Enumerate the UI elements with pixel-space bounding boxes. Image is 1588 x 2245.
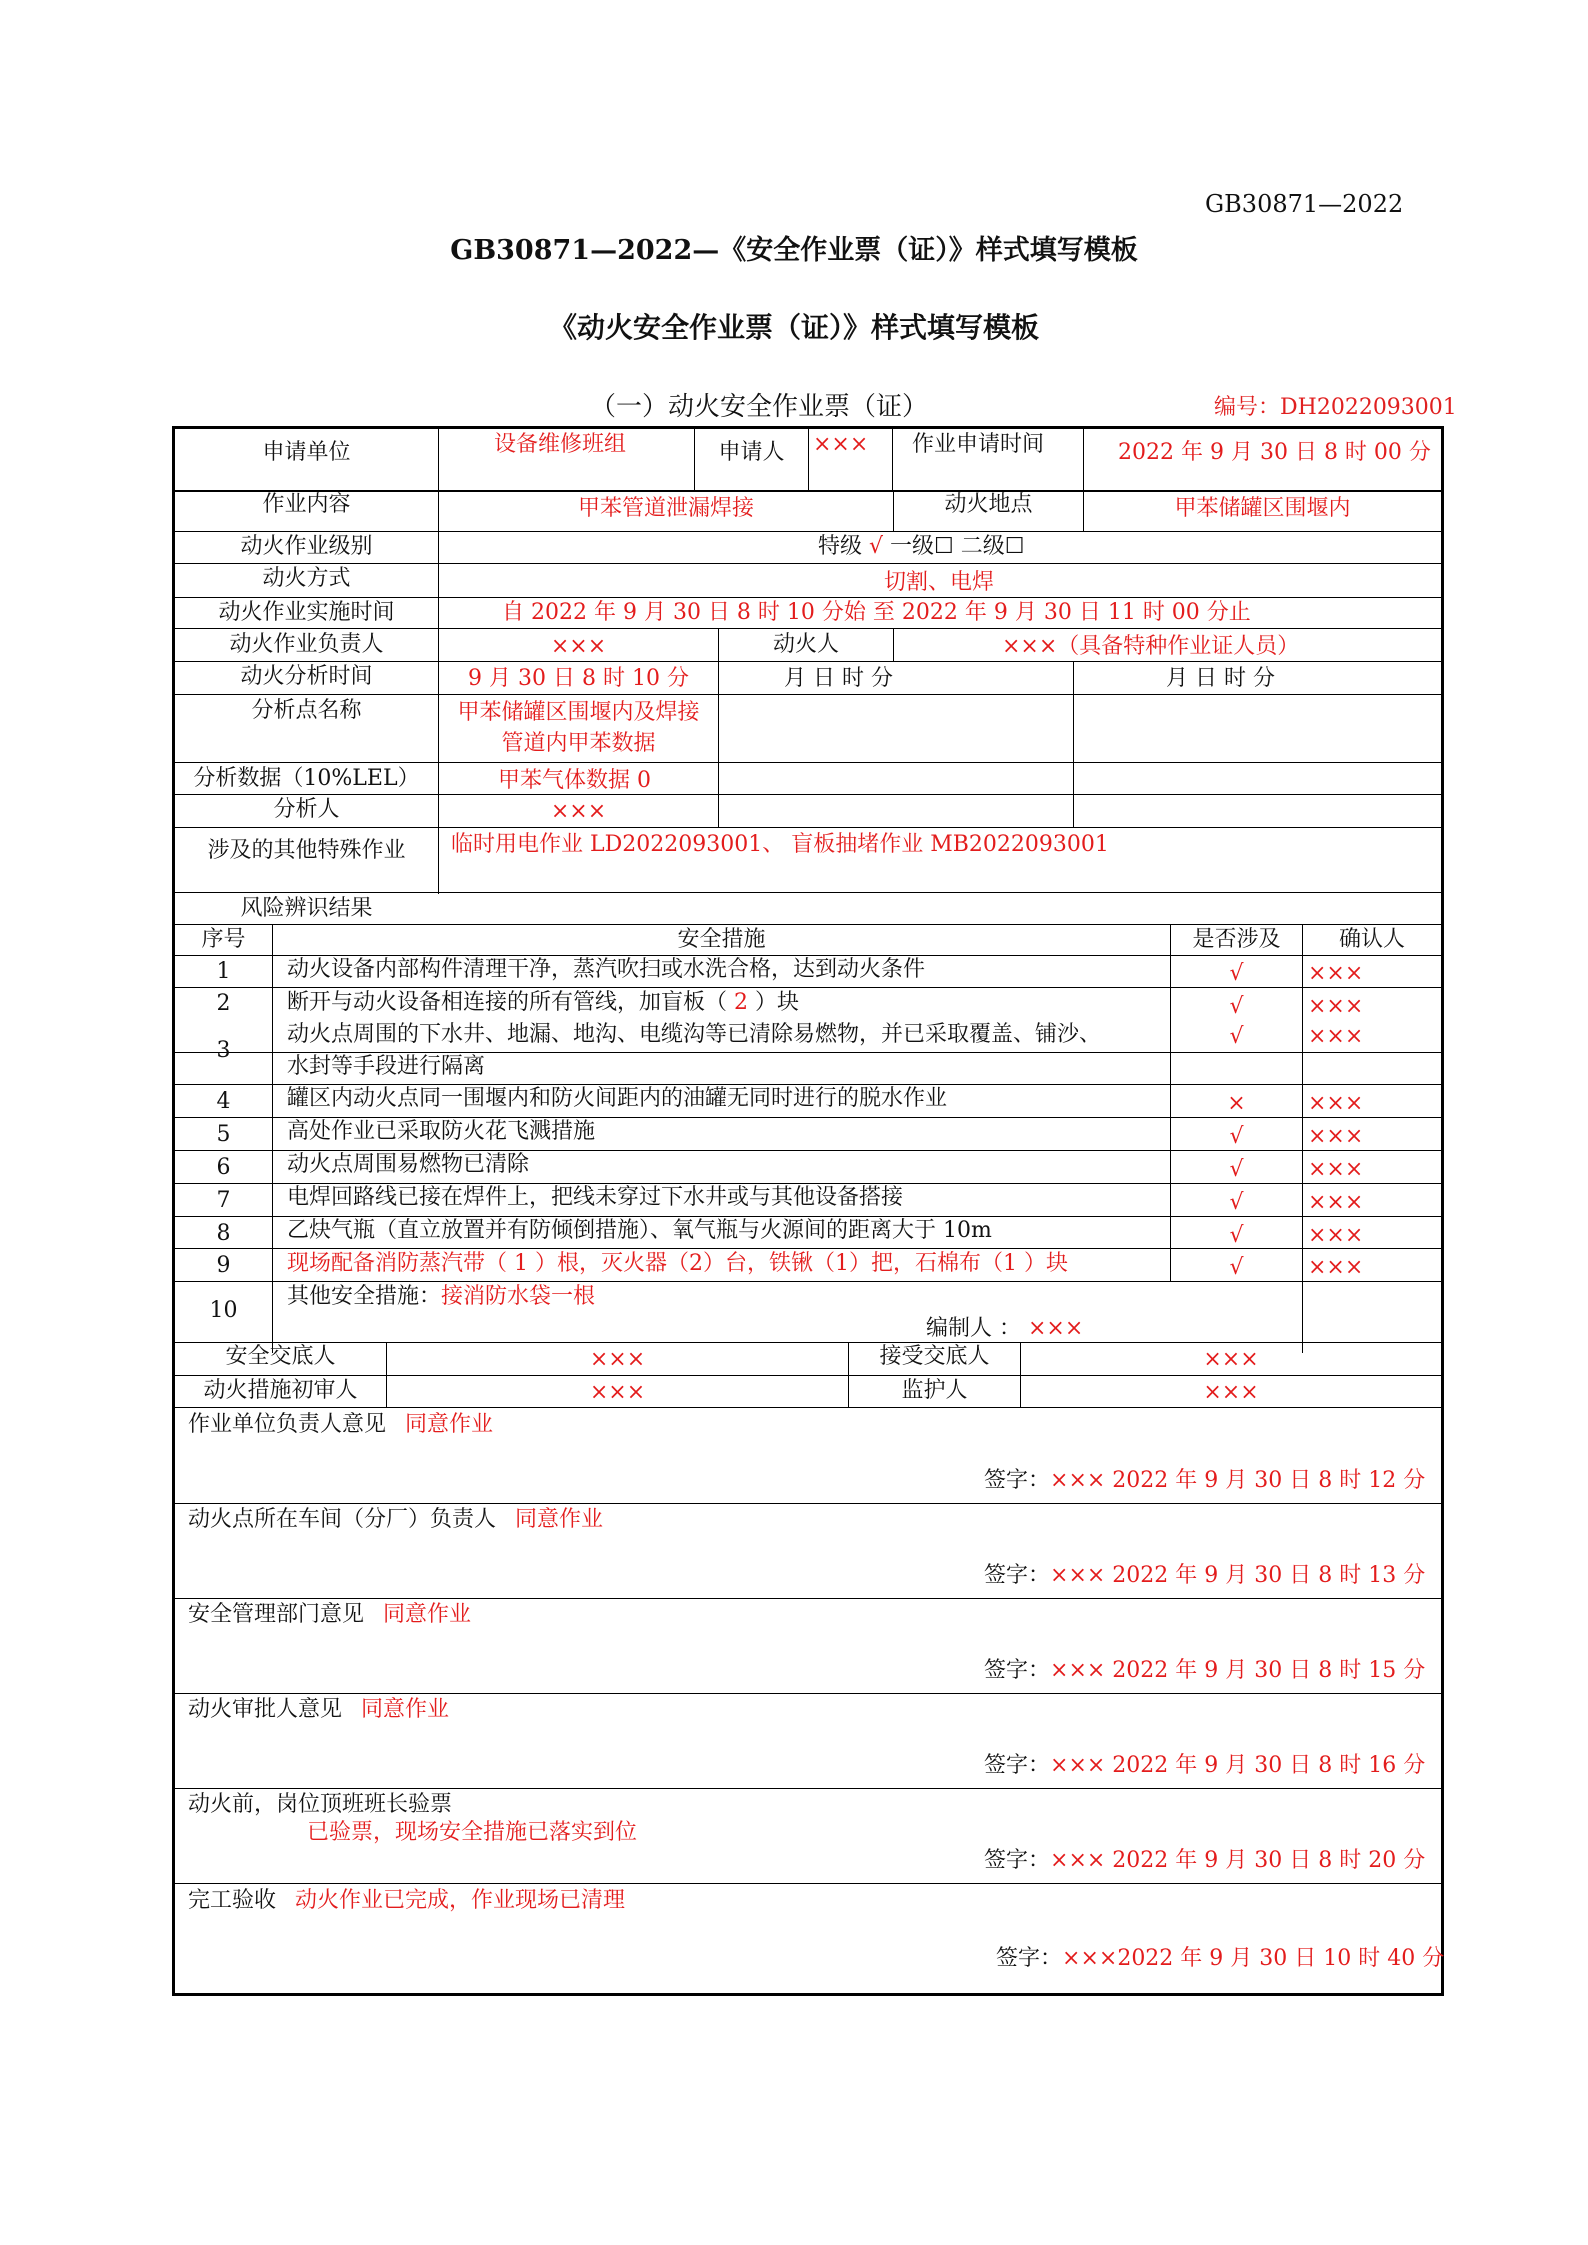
analysis-time-blank: 月 日 时 分 <box>784 666 893 691</box>
measure-text: 水封等手段进行隔离 <box>287 1054 486 1079</box>
analysis-point-value: 管道内甲苯数据 <box>501 731 656 756</box>
measure-text: 动火点周围的下水井、地漏、地沟、电缆沟等已清除易燃物，并已采取覆盖、铺沙、 <box>287 1022 1102 1047</box>
outer-border-bottom <box>172 1993 1444 1996</box>
approval-signature <box>984 1561 1425 1590</box>
measure-no: 2 <box>216 991 231 1016</box>
row-divider <box>172 1598 1444 1599</box>
approval-label: 动火审批人意见 <box>188 1697 343 1722</box>
measure-involved: × <box>1227 1091 1246 1116</box>
measure-text: 乙炔气瓶（直立放置并有防倾倒措施）、氧气瓶与火源间的距离大于 10m <box>287 1218 992 1243</box>
measure-no: 9 <box>216 1253 231 1278</box>
approval-opinion: 动火作业已完成，作业现场已清理 <box>295 1888 626 1913</box>
approval-signature <box>984 1466 1425 1495</box>
measure-text-part: ）块 <box>755 990 800 1015</box>
measure-confirmer: ××× <box>1308 1157 1364 1182</box>
row-divider <box>172 762 1444 763</box>
reviewer-label: 动火措施初审人 <box>203 1378 358 1403</box>
content-label: 作业内容 <box>262 492 351 517</box>
standard-code: GB30871—2022 <box>1205 190 1404 218</box>
compiler-value: ××× <box>1028 1316 1084 1341</box>
col-divider <box>1073 661 1074 827</box>
row-divider <box>172 1407 1444 1408</box>
col-divider <box>893 628 894 662</box>
measure-confirmer: ××× <box>1308 1124 1364 1149</box>
signature-label: 签字： <box>984 1753 1051 1778</box>
measures-col-no: 序号 <box>201 927 246 952</box>
approval-opinion: 同意作业 <box>515 1507 604 1532</box>
applicant-label: 申请人 <box>718 440 785 465</box>
location-label: 动火地点 <box>944 492 1033 517</box>
approval-signature <box>984 1751 1425 1780</box>
approval-signature <box>984 1846 1425 1875</box>
form-subtitle: （一）动火安全作业票（证） <box>590 392 929 422</box>
signature-label: 签字： <box>984 1848 1051 1873</box>
row-divider <box>172 1788 1444 1789</box>
measure-text: 罐区内动火点同一围堰内和防火间距内的油罐无同时进行的脱水作业 <box>287 1086 948 1111</box>
col-divider <box>892 426 893 491</box>
apply-time-value: 2022 年 9 月 30 日 8 时 00 分 <box>1118 440 1431 465</box>
measure-confirmer: ××× <box>1308 1190 1364 1215</box>
method-value: 切割、电焊 <box>884 570 995 595</box>
document-title: GB30871—2022—《安全作业票（证）》样式填写模板 <box>450 235 1138 266</box>
col-divider <box>272 924 273 1353</box>
approval-opinion: 同意作业 <box>383 1602 472 1627</box>
signature-label: 签字： <box>984 1563 1051 1588</box>
serial-number: 编号：DH2022093001 <box>1214 395 1457 420</box>
apply-unit-value: 设备维修班组 <box>494 432 627 457</box>
approval-opinion: 已验票，现场安全措施已落实到位 <box>307 1820 638 1845</box>
apply-unit-label: 申请单位 <box>262 440 351 465</box>
measure-involved: √ <box>1229 1190 1244 1215</box>
signature-value: ××× 2022 年 9 月 30 日 8 时 20 分 <box>1050 1848 1426 1873</box>
level-check-mark: √ <box>869 534 884 559</box>
row-divider <box>172 892 1444 893</box>
signature-label: 签字： <box>996 1946 1063 1971</box>
leader-value: ××× <box>550 634 607 659</box>
approval-opinion: 同意作业 <box>405 1412 494 1437</box>
period-label: 动火作业实施时间 <box>218 600 395 625</box>
approval-label: 完工验收 <box>188 1888 277 1913</box>
measure-involved: √ <box>1229 1024 1244 1049</box>
measure-confirmer: ××× <box>1308 994 1364 1019</box>
analysis-time-blank: 月 日 时 分 <box>1166 666 1275 691</box>
measure-involved: √ <box>1229 1157 1244 1182</box>
reviewer-value: ××× <box>589 1380 646 1405</box>
measure-no: 10 <box>209 1298 238 1323</box>
measure-text <box>287 988 799 1017</box>
analyst-label: 分析人 <box>273 797 340 822</box>
content-value: 甲苯管道泄漏焊接 <box>577 496 754 521</box>
measure-text: 动火点周围易燃物已清除 <box>287 1152 530 1177</box>
measure-involved: √ <box>1229 1124 1244 1149</box>
measure-confirmer: ××× <box>1308 1223 1364 1248</box>
approval-safety-dept <box>188 1600 471 1629</box>
form-title: 《动火安全作业票（证）》样式填写模板 <box>548 311 1039 344</box>
measures-col-confirmer: 确认人 <box>1338 927 1405 952</box>
signature-value: ××× 2022 年 9 月 30 日 8 时 16 分 <box>1050 1753 1426 1778</box>
receiver-value: ××× <box>1203 1347 1259 1372</box>
other-work-label: 涉及的其他特殊作业 <box>207 838 406 863</box>
level-label: 动火作业级别 <box>240 534 373 559</box>
measure-no: 5 <box>216 1122 231 1147</box>
measure-no: 4 <box>216 1089 231 1114</box>
level-options <box>818 532 1025 561</box>
measure-involved: √ <box>1229 1255 1244 1280</box>
signature-value: ××× 2022 年 9 月 30 日 8 时 12 分 <box>1050 1468 1426 1493</box>
worker-label: 动火人 <box>772 632 839 657</box>
col-divider <box>1302 924 1303 1353</box>
col-divider <box>808 426 809 491</box>
other-measures-label: 其他安全措施： <box>287 1284 442 1309</box>
row-divider <box>172 694 1444 695</box>
row-divider <box>172 1503 1444 1504</box>
approval-label: 动火前，岗位顶班班长验票 <box>188 1792 453 1817</box>
analysis-data-label: 分析数据（10%LEL） <box>193 766 420 791</box>
row-divider <box>172 1883 1444 1884</box>
apply-time-label: 作业申请时间 <box>912 432 1045 457</box>
signature-value: ××× 2022 年 9 月 30 日 8 时 13 分 <box>1050 1563 1426 1588</box>
analysis-point-label: 分析点名称 <box>251 698 362 723</box>
measure-no: 7 <box>216 1188 231 1213</box>
other-work-value: 临时用电作业 LD2022093001、 盲板抽堵作业 MB2022093001 <box>451 832 1109 857</box>
measure-involved: √ <box>1229 961 1244 986</box>
measure-involved: √ <box>1229 994 1244 1019</box>
measure-involved: √ <box>1229 1223 1244 1248</box>
measure-text <box>287 1282 595 1311</box>
measure-text: 动火设备内部构件清理干净，蒸汽吹扫或水洗合格，达到动火条件 <box>287 957 926 982</box>
measure-no: 8 <box>216 1221 231 1246</box>
approval-signature <box>984 1656 1425 1685</box>
measure-text: 高处作业已采取防火花飞溅措施 <box>287 1119 596 1144</box>
level-special: 特级 <box>818 534 863 559</box>
approval-label: 动火点所在车间（分厂）负责人 <box>188 1507 497 1532</box>
analyst-value: ××× <box>550 799 607 824</box>
row-divider <box>172 628 1444 629</box>
measure-confirmer: ××× <box>1308 1091 1364 1116</box>
measure-no: 1 <box>216 959 231 984</box>
approval-signature <box>996 1944 1444 1973</box>
measure-confirmer: ××× <box>1308 1255 1364 1280</box>
guardian-label: 监护人 <box>901 1378 968 1403</box>
measure-no: 6 <box>216 1155 231 1180</box>
approval-opinion: 同意作业 <box>361 1697 450 1722</box>
measure-confirmer: ××× <box>1308 961 1364 986</box>
compiler <box>926 1314 1083 1343</box>
signature-label: 签字： <box>984 1658 1051 1683</box>
measures-col-measure: 安全措施 <box>677 927 766 952</box>
measure-blind-count: 2 <box>727 990 755 1015</box>
analysis-time-label: 动火分析时间 <box>240 664 373 689</box>
method-label: 动火方式 <box>262 566 351 591</box>
worker-value: ×××（具备特种作业证人员） <box>1002 634 1300 659</box>
measure-text-part: 断开与动火设备相连接的所有管线，加盲板（ <box>287 990 728 1015</box>
location-value: 甲苯储罐区围堰内 <box>1174 496 1351 521</box>
briefer-value: ××× <box>589 1347 646 1372</box>
measures-col-involved: 是否涉及 <box>1192 927 1281 952</box>
period-value: 自 2022 年 9 月 30 日 8 时 10 分始 至 2022 年 9 月 30 日 11 时 00 分止 <box>502 600 1251 625</box>
compiler-label: 编制人 ： <box>926 1316 1021 1341</box>
analysis-point-value: 甲苯储罐区围堰内及焊接 <box>457 700 700 725</box>
leader-label: 动火作业负责人 <box>229 632 384 657</box>
receiver-label: 接受交底人 <box>879 1344 990 1369</box>
level-other-options: 一级☐ 二级☐ <box>890 534 1025 559</box>
analysis-data-value: 甲苯气体数据 0 <box>498 768 651 793</box>
signature-value: ××× 2022 年 9 月 30 日 8 时 15 分 <box>1050 1658 1426 1683</box>
measure-no: 3 <box>216 1038 231 1063</box>
approval-workshop <box>188 1505 603 1534</box>
signature-label: 签字： <box>984 1468 1051 1493</box>
guardian-value: ××× <box>1203 1380 1259 1405</box>
risk-label: 风险辨识结果 <box>240 896 373 921</box>
approval-label: 作业单位负责人意见 <box>188 1412 387 1437</box>
measure-confirmer: ××× <box>1308 1024 1364 1049</box>
other-measures-value: 接消防水袋一根 <box>441 1284 596 1309</box>
row-divider <box>172 827 1444 828</box>
approval-unit <box>188 1410 493 1439</box>
briefer-label: 安全交底人 <box>225 1344 336 1369</box>
row-divider <box>172 1693 1444 1694</box>
approval-approver <box>188 1695 449 1724</box>
approval-completion <box>188 1886 625 1915</box>
approval-label: 安全管理部门意见 <box>188 1602 365 1627</box>
measure-text: 电焊回路线已接在焊件上，把线未穿过下水井或与其他设备搭接 <box>287 1185 904 1210</box>
analysis-time-value: 9 月 30 日 8 时 10 分 <box>468 666 689 691</box>
applicant-value: ××× <box>813 432 869 457</box>
measure-text: 现场配备消防蒸汽带（ 1 ）根，灭火器（2）台，铁锹（1）把，石棉布（1 ）块 <box>287 1251 1068 1276</box>
signature-value: ×××2022 年 9 月 30 日 10 时 40 分 <box>1062 1946 1445 1971</box>
